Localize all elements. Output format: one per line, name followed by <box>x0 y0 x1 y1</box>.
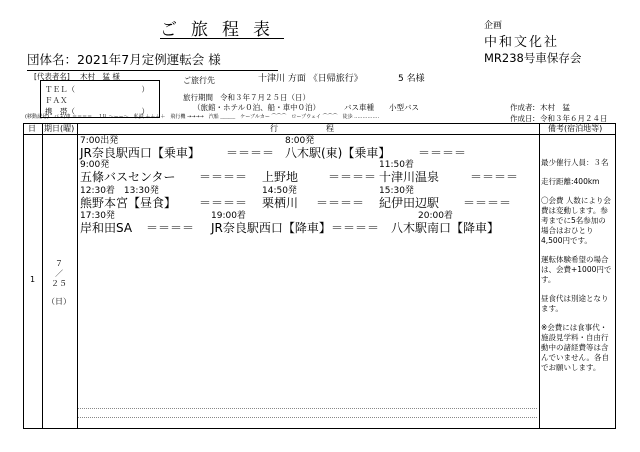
divider-date <box>77 123 78 429</box>
note-item: 〇会費 人数により会費は変動します。参考までに5名参加の場合はおひとり4,500円です。 <box>541 196 611 245</box>
document-title: ご旅程表 <box>160 20 284 40</box>
time-label: 14:50発 <box>262 186 297 196</box>
created-label: 作成日: <box>510 114 536 123</box>
bus-type-label: バス車種 <box>344 103 374 112</box>
header-divider <box>23 134 616 135</box>
header-day: 日 <box>28 124 36 133</box>
time-label: 8:00発 <box>285 136 315 146</box>
bus-move-marker: ＝＝＝＝ <box>146 221 195 235</box>
time-label: 19:00着 <box>211 211 246 221</box>
note-item: 走行距離:400km <box>541 177 600 186</box>
time-label: 7:00出発 <box>80 136 119 146</box>
header-date: 期日(曜) <box>44 124 75 133</box>
representative-name: 木村 猛 様 <box>80 72 120 81</box>
place-label: 上野地 <box>262 170 299 184</box>
day-number: 1 <box>30 275 36 284</box>
stay-info: （旅館・ホテル０泊、船・車中０泊） <box>193 103 321 112</box>
bus-move-marker: ＝＝＝＝ <box>226 146 275 160</box>
bus-move-marker: ＝＝＝＝ <box>316 196 365 210</box>
contact-box <box>40 80 160 118</box>
notes-column <box>541 158 613 382</box>
note-item: 昼食代は別途となります。 <box>541 294 609 313</box>
time-label: 9:00発 <box>80 160 110 170</box>
place-label: JR奈良駅西口【乗車】 <box>80 146 200 160</box>
header-schedule: 行 程 <box>270 124 334 133</box>
header-notes: 備考(宿泊地等) <box>548 124 603 133</box>
destination-label: ご旅行先 <box>183 76 215 85</box>
time-label: 20:00着 <box>418 211 453 221</box>
time-label: 15:30発 <box>379 186 414 196</box>
fax-label: ＦＡＸ <box>45 96 68 105</box>
organizer-name: 中和文化社 <box>484 35 560 50</box>
persons-count: 5 名様 <box>398 74 425 84</box>
organizer-subname: MR238号車保存会 <box>484 51 582 65</box>
bus-move-marker: ＝＝＝＝ <box>470 170 519 184</box>
period-value: 令和３年７月２５日（日） <box>220 93 310 102</box>
representative-label: [代表者名] <box>34 72 70 81</box>
period-label: 旅行期間 <box>183 93 213 102</box>
date-slash: ／ <box>55 269 63 278</box>
destination-value: 十津川 方面 《日帰旅行》 <box>258 74 363 84</box>
bus-move-marker: ＝＝＝＝ <box>331 221 380 235</box>
note-item: 運転体験希望の場合は、会費+1000円です。 <box>541 255 612 284</box>
group-underline <box>27 70 278 71</box>
dotted-line <box>78 417 537 418</box>
tel-label: ＴＥＬ（ <box>45 85 75 94</box>
divider-notes <box>539 123 540 429</box>
mobile-label: 携 帯（ <box>45 107 75 116</box>
place-label: 岸和田SA <box>80 221 133 235</box>
time-label: 12:30着 13:30発 <box>80 186 159 196</box>
dotted-line <box>78 408 537 409</box>
time-label: 11:50着 <box>379 160 414 170</box>
transport-legend: (移動記号) バス/車 ＝＝＝＝ ＪＲ ～ーー～ 私鉄 ＋＋＋＋ 飛行機 →→→→ 汽船 ﹏﹏﹏ ケーブルカー ⌒⌒⌒ ロープウェイ ⌒⌒⌒ 徒歩 …………… <box>25 114 380 120</box>
date-weekday: （日） <box>47 297 71 306</box>
itinerary-table <box>23 123 616 429</box>
note-item: 最少催行人員：３名 <box>541 158 609 167</box>
place-label: JR奈良駅西口【降車】 <box>211 221 331 235</box>
author-value: 木村 猛 <box>540 103 570 112</box>
group-name: 団体名：2021年7月定例運転会 様 <box>27 52 221 67</box>
place-label: 五條バスセンター <box>80 170 176 184</box>
tel-row <box>45 84 155 95</box>
place-label: 十津川温泉 <box>379 170 440 184</box>
bus-move-marker: ＝＝＝＝ <box>199 196 248 210</box>
created-value: 令和３年６月２４日 <box>540 114 608 123</box>
place-label: 熊野本宮【昼食】 <box>80 196 177 210</box>
bus-move-marker: ＝＝＝＝ <box>463 196 512 210</box>
time-label: 17:30発 <box>80 211 115 221</box>
bus-move-marker: ＝＝＝＝ <box>199 170 248 184</box>
place-label: 八木駅(東)【乗車】 <box>285 146 391 160</box>
place-label: 栗栖川 <box>262 196 299 210</box>
date-day: ２５ <box>51 279 67 288</box>
place-label: 紀伊田辺駅 <box>379 196 440 210</box>
bus-move-marker: ＝＝＝＝ <box>328 170 377 184</box>
author-label: 作成者: <box>510 103 536 112</box>
note-item: ※会費には食事代・施設見学料・自由行動中の諸経費等は含んでいません。各自でお願いします。 <box>541 323 609 372</box>
organizer-label: 企画 <box>484 21 503 31</box>
fax-row <box>45 95 155 106</box>
bus-move-marker: ＝＝＝＝ <box>418 146 467 160</box>
date-month: ７ <box>55 259 63 268</box>
mobile-paren: ） <box>141 107 149 116</box>
tel-paren: ） <box>141 85 149 94</box>
divider-day <box>42 123 43 429</box>
bus-type-value: 小型バス <box>389 103 419 112</box>
place-label: 八木駅南口【降車】 <box>391 221 500 235</box>
